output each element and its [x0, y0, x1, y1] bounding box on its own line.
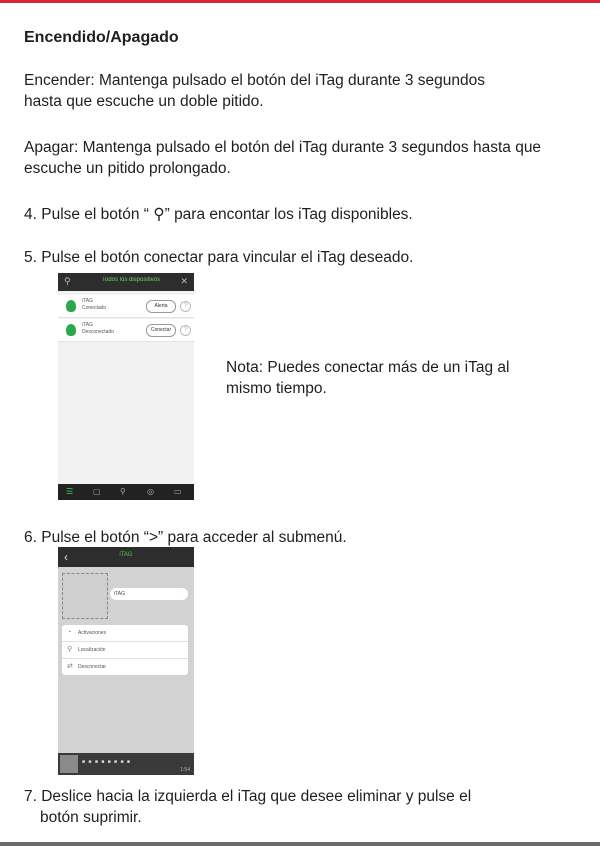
- location-icon: ⚲: [67, 646, 73, 653]
- device-row: [58, 295, 194, 318]
- submenu-list: [62, 625, 188, 675]
- thumbnail: [60, 755, 78, 773]
- step-5: 5. Pulse el botón conectar para vincular el iTag deseado.: [24, 249, 414, 266]
- power-off-paragraph: Apagar: Mantenga pulsado el botón del iTag durante 3 segundos hasta que escuche un pitido prolongado.: [24, 139, 542, 177]
- itag-name-field: iTAG: [110, 588, 188, 600]
- connect-button: Conectar: [146, 324, 176, 337]
- itag-icon: [66, 324, 76, 336]
- step-7: [24, 786, 569, 828]
- submenu-header: [58, 547, 194, 567]
- note-text: Nota: Puedes conectar más de un iTag al mismo tiempo.: [226, 359, 510, 397]
- step-6: 6. Pulse el botón “>” para acceder al submenú.: [24, 529, 347, 546]
- device-list-header: [58, 273, 194, 291]
- power-on-paragraph: Encender: Mantenga pulsado el botón del iTag durante 3 segundos hasta que escuche un doble pitido.: [24, 72, 486, 110]
- device-list-tabbar: [58, 484, 194, 500]
- alert-button: Alerta: [146, 300, 176, 313]
- info-icon: ?: [180, 325, 191, 336]
- footer-indicators: ■ ■ ■ ■ ■ ■ ■ ■: [82, 759, 131, 765]
- activations-icon: ◔: [67, 629, 72, 636]
- submenu-footer: [58, 753, 194, 775]
- search-icon: ⚲: [64, 276, 71, 286]
- submenu-screenshot: [58, 547, 194, 775]
- itag-icon: [66, 300, 76, 312]
- section-title: Encendido/Apagado: [24, 29, 179, 46]
- menu-item-disconnect: ⇄ Desconectar: [62, 659, 188, 675]
- footer-time: 1:54: [180, 767, 190, 773]
- list-tab-icon: ☰: [66, 487, 74, 496]
- step-7-line-1: 7. Deslice hacia la izquierda el iTag que desee eliminar y pulse el: [24, 788, 472, 805]
- more-tab-icon: ▭: [174, 487, 182, 496]
- info-icon: ?: [180, 301, 191, 312]
- disconnect-icon: ⇄: [67, 663, 73, 670]
- bottom-rule: [0, 842, 600, 846]
- device-row: [58, 319, 194, 342]
- step-7-line-2: botón suprimir.: [40, 809, 142, 826]
- camera-tab-icon: ▢: [93, 487, 101, 496]
- top-red-rule: [0, 0, 600, 3]
- device-name: iTAG Desconectado: [82, 322, 114, 335]
- close-icon: ✕: [180, 276, 188, 286]
- device-list-screenshot: [58, 273, 194, 500]
- step-4: 4. Pulse el botón “ ⚲” para encontar los iTag disponibles.: [24, 206, 413, 223]
- device-list-title: Todos los dispositivos: [101, 277, 161, 283]
- back-icon: ‹: [64, 550, 68, 564]
- submenu-title: iTAG: [119, 552, 133, 558]
- settings-tab-icon: ◎: [147, 487, 154, 496]
- device-name: iTAG Conectado: [82, 298, 107, 311]
- photo-placeholder: [62, 573, 108, 619]
- locate-tab-icon: ⚲: [120, 487, 126, 496]
- menu-item-activations: ◔ Activaciones: [62, 625, 188, 642]
- menu-item-location: ⚲ Localización: [62, 642, 188, 659]
